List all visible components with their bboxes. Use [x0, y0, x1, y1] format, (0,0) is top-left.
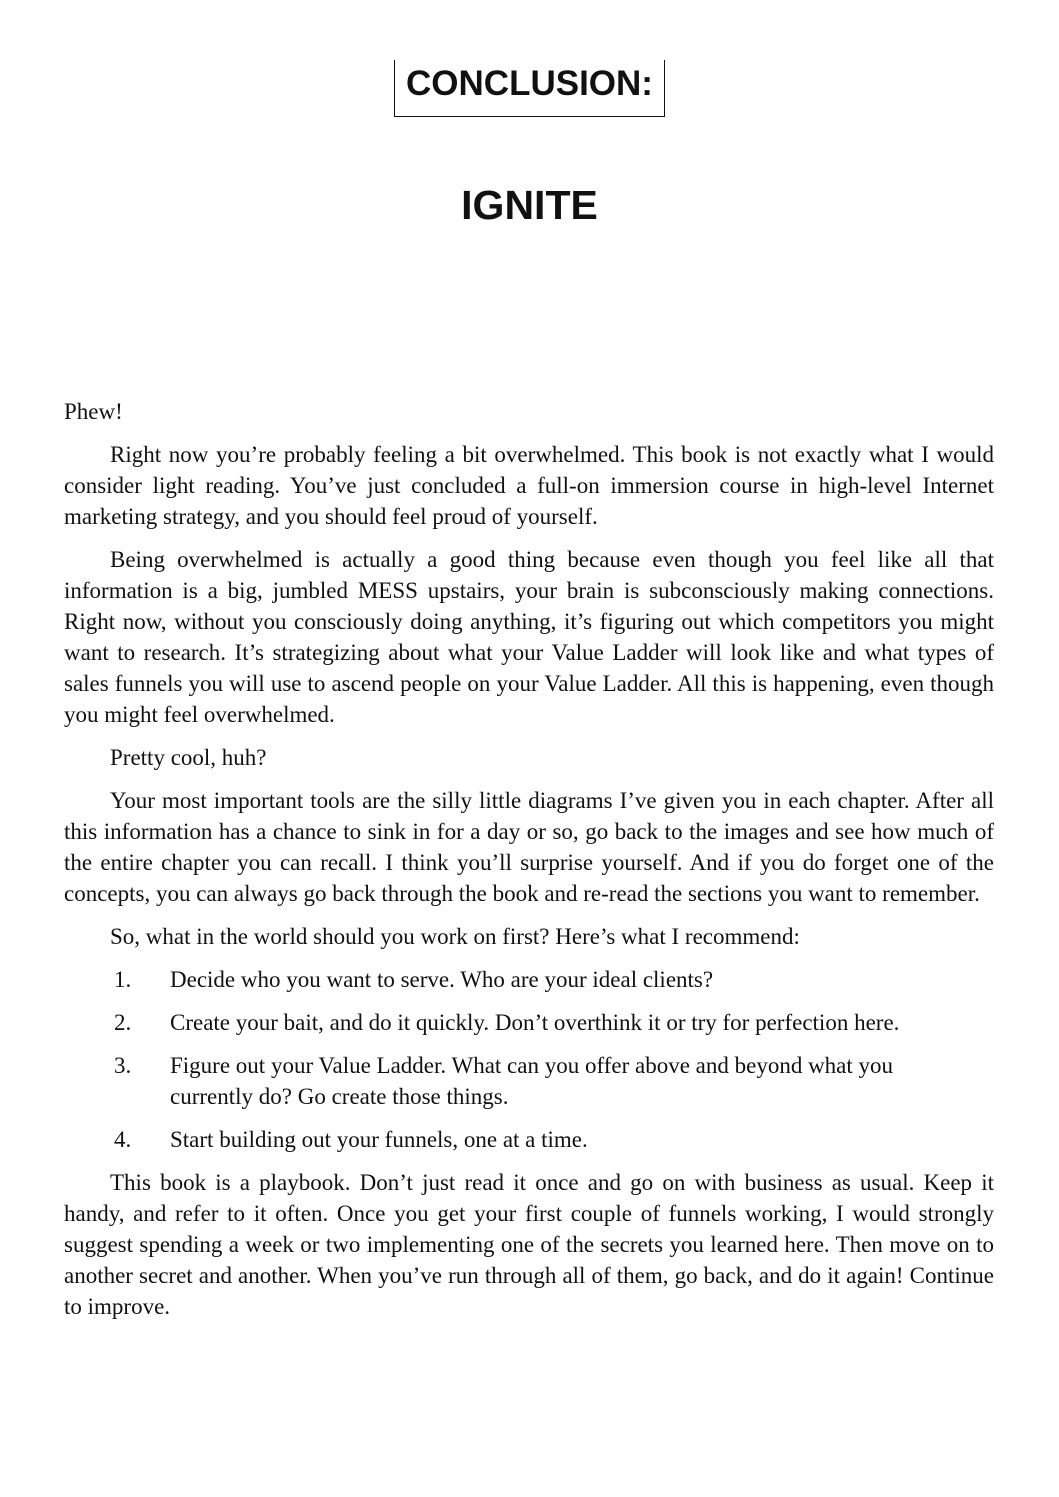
recommendation-list	[64, 964, 994, 1155]
chapter-title: IGNITE	[461, 182, 598, 228]
paragraph: Pretty cool, huh?	[110, 745, 267, 770]
list-item-text: Start building out your funnels, one at a time.	[170, 1127, 588, 1152]
list-item	[64, 1050, 994, 1112]
list-item-number: 2.	[114, 1010, 132, 1035]
list-item-number: 3.	[114, 1053, 132, 1078]
list-item-number: 4.	[114, 1127, 132, 1152]
list-item-text: Create your bait, and do it quickly. Don’t overthink it or try for perfection here.	[170, 1010, 900, 1035]
chapter-label-wrapper	[0, 60, 1059, 117]
chapter-body	[64, 396, 994, 1334]
paragraph: Right now you’re probably feeling a bit overwhelmed. This book is not exactly what I would consider light reading. You’ve just concluded a full-on immersion course in high-level Internet marketing strategy, and you should feel proud of yourself.	[64, 442, 994, 529]
list-item	[64, 1007, 994, 1038]
paragraph: This book is a playbook. Don’t just read it once and go on with business as usual. Keep it handy, and refer to it often. Once you get your first couple of funnels working, I would strongly suggest spending a week or two implementing one of the secrets you learned here. Then move on to another secret and another. When you’ve run through all of them, go back, and do it again! Continue to improve.	[64, 1170, 994, 1319]
list-item	[64, 964, 994, 995]
list-item	[64, 1124, 994, 1155]
paragraph: Your most important tools are the silly little diagrams I’ve given you in each chapter. After all this information has a chance to sink in for a day or so, go back to the images and see how much of the entire chapter you can recall. I think you’ll surprise yourself. And if you do forget one of the concepts, you can always go back through the book and re-read the sections you want to remember.	[64, 788, 994, 906]
list-item-text: Figure out your Value Ladder. What can you offer above and beyond what you currently do? Go create those things.	[170, 1053, 894, 1109]
list-item-number: 1.	[114, 967, 132, 992]
paragraph: Phew!	[64, 399, 123, 424]
chapter-label: CONCLUSION:	[394, 60, 665, 117]
paragraph: So, what in the world should you work on first? Here’s what I recommend:	[110, 924, 800, 949]
paragraph: Being overwhelmed is actually a good thing because even though you feel like all that information is a big, jumbled MESS upstairs, your brain is subconsciously making connections. Right now, without you consciously doing anything, it’s figuring out which competitors you might want to research. It’s strategizing about what your Value Ladder will look like and what types of sales funnels you will use to ascend people on your Value Ladder. All this is happening, even though you might feel overwhelmed.	[64, 547, 994, 727]
list-item-text: Decide who you want to serve. Who are your ideal clients?	[170, 967, 714, 992]
